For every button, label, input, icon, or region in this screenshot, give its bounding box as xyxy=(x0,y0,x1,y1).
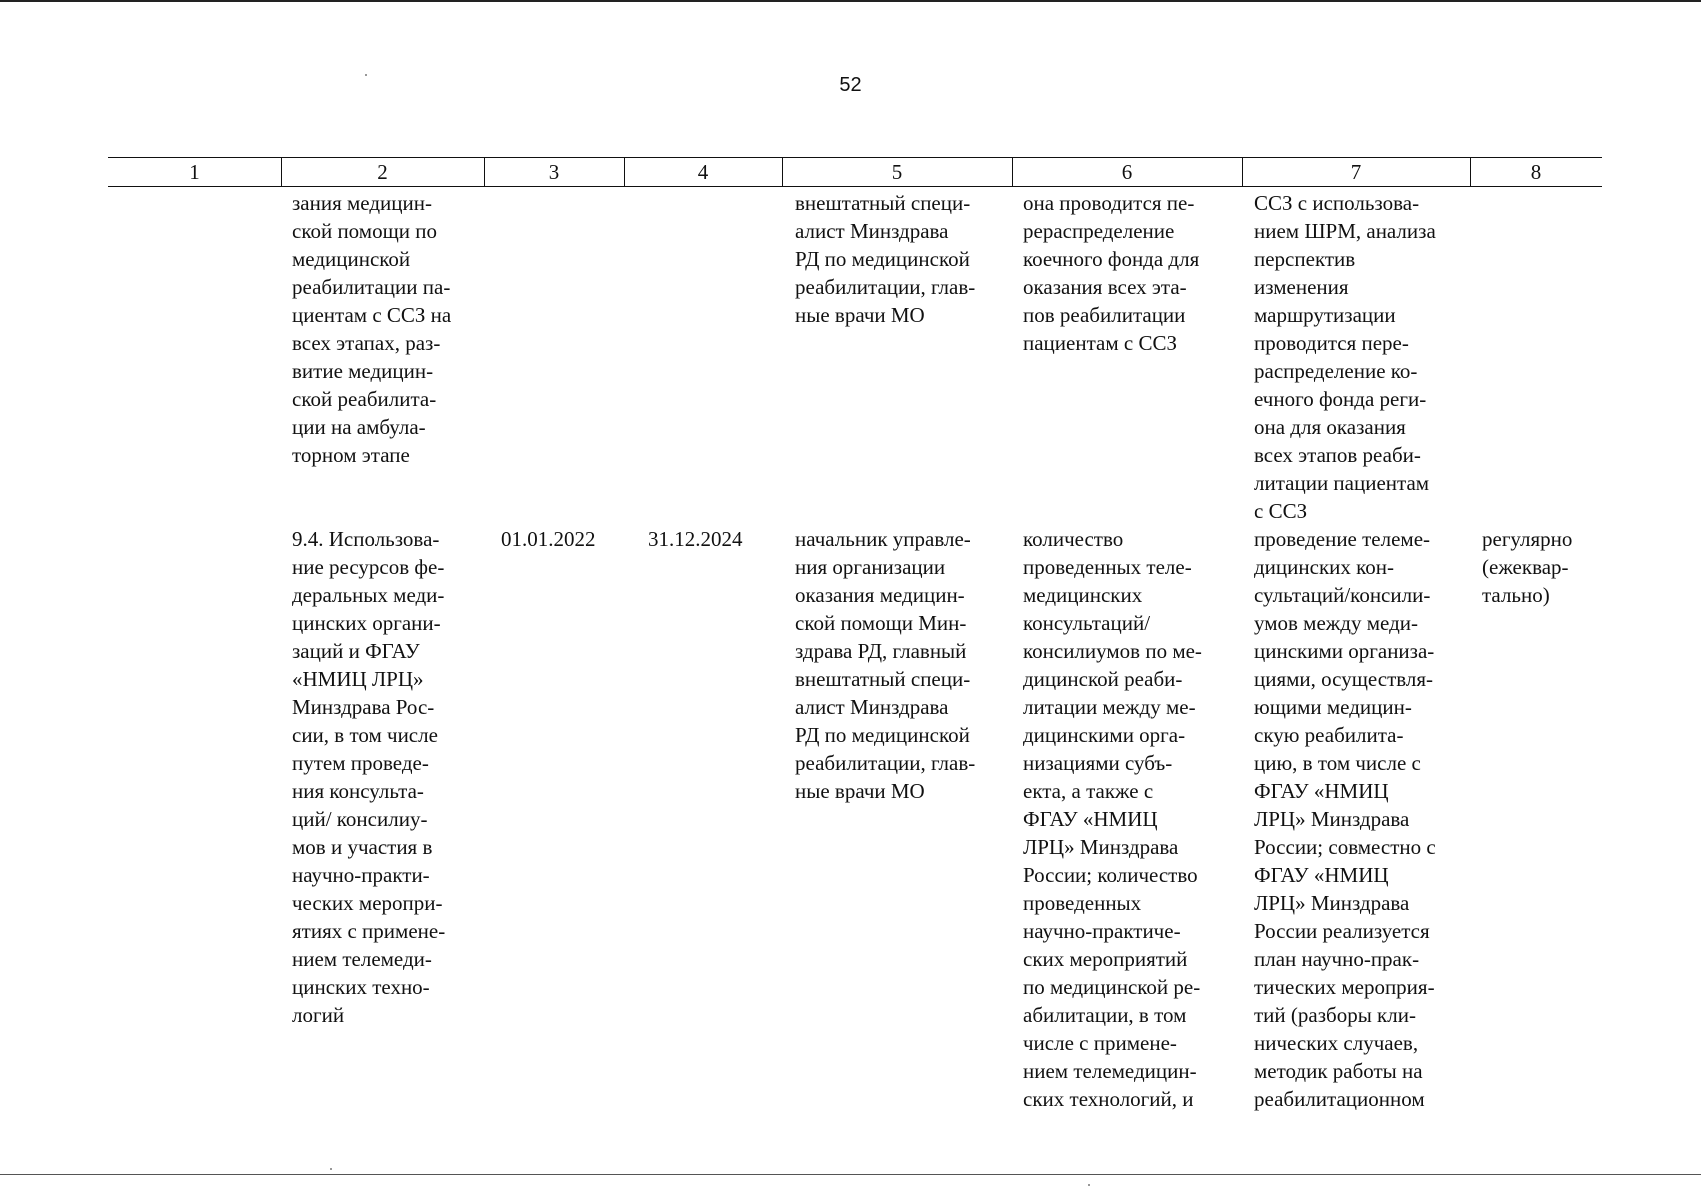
row2-responsible-text: начальник управле- ния организации оказания медицин- ской помощи Мин- здрава РД, главный внештатный специ- алист Минздрава РД по медицинской реабилитации, глав- ные врачи МО xyxy=(795,527,976,803)
row2-result-text: проведение телеме- дицинских кон- сультаций/консили- умов между меди- цинскими организа- циями, осуществля- ющими медицин- скую реабилита- цию, в том числе с ФГАУ «НМИЦ ЛРЦ» Минздрава России; совместно с ФГАУ «НМИЦ ЛРЦ» Минздрава России реализуется план научно-прак- тических мероприя- тий (разборы кли- нических случаев, методик работы на реабилитационном xyxy=(1254,527,1436,1111)
row2-periodicity-text: регулярно (ежеквар- тально) xyxy=(1482,527,1573,607)
column-header-2: 2 xyxy=(377,160,388,184)
column-header-7: 7 xyxy=(1350,160,1362,184)
scan-speck xyxy=(330,1168,332,1170)
scan-speck xyxy=(365,74,367,76)
page-number: 52 xyxy=(839,74,862,96)
column-header-8: 8 xyxy=(1530,160,1542,184)
column-header-6: 6 xyxy=(1121,160,1133,184)
row1-responsible-text: внештатный специ- алист Минздрава РД по медицинской реабилитации, глав- ные врачи МО xyxy=(795,191,976,327)
column-header-5: 5 xyxy=(891,160,903,184)
column-header-3: 3 xyxy=(548,160,560,184)
row1-indicator-text: она проводится пе- рераспределение коечного фонда для оказания всех эта- пов реабилитации пациентам с ССЗ xyxy=(1023,191,1200,355)
table-header-rule xyxy=(108,186,1602,187)
column-header-1: 1 xyxy=(189,160,200,184)
row1-task-text: зания медицин- ской помощи по медицинской реабилитации па- циентам с ССЗ на всех этапах, раз- витие медицин- ской реабилита- ции на амбула- торном этапе xyxy=(292,191,452,467)
row2-indicator-text: количество проведенных теле- медицинских консультаций/ консилиумов по ме- дицинской реаби- литации между ме- дицинскими орга- низациями субъ- екта, а также с ФГАУ «НМИЦ ЛРЦ» Минздрава России; количество проведенных научно-практиче- ских мероприятий по медицинской ре- абилитации, в том числе с примене- нием телемедицин- ских технологий, и xyxy=(1023,527,1202,1111)
scan-edge-top xyxy=(0,0,1701,2)
column-header-4: 4 xyxy=(697,160,709,184)
row2-task-text: 9.4. Использова- ние ресурсов фе- деральных меди- цинских органи- заций и ФГАУ «НМИЦ ЛРЦ» Минздрава Рос- сии, в том числе путем проведе- ния консульта- ций/ консилиу- мов и участия в научно-практи- ческих меропри- ятиях с примене- нием телемеди- цинских техно- логий xyxy=(292,527,446,1027)
row2-end-date: 31.12.2024 xyxy=(648,527,743,551)
row2-start-date: 01.01.2022 xyxy=(501,527,596,551)
scan-speck xyxy=(1088,1184,1090,1186)
row1-result-text: ССЗ с использова- нием ШРМ, анализа перспектив изменения маршрутизации проводится пере- распределение ко- ечного фонда реги- она для оказания всех этапов реаби- литации пациентам с ССЗ xyxy=(1254,191,1436,523)
table-top-rule xyxy=(108,157,1602,158)
scan-edge-bottom xyxy=(0,1174,1701,1175)
